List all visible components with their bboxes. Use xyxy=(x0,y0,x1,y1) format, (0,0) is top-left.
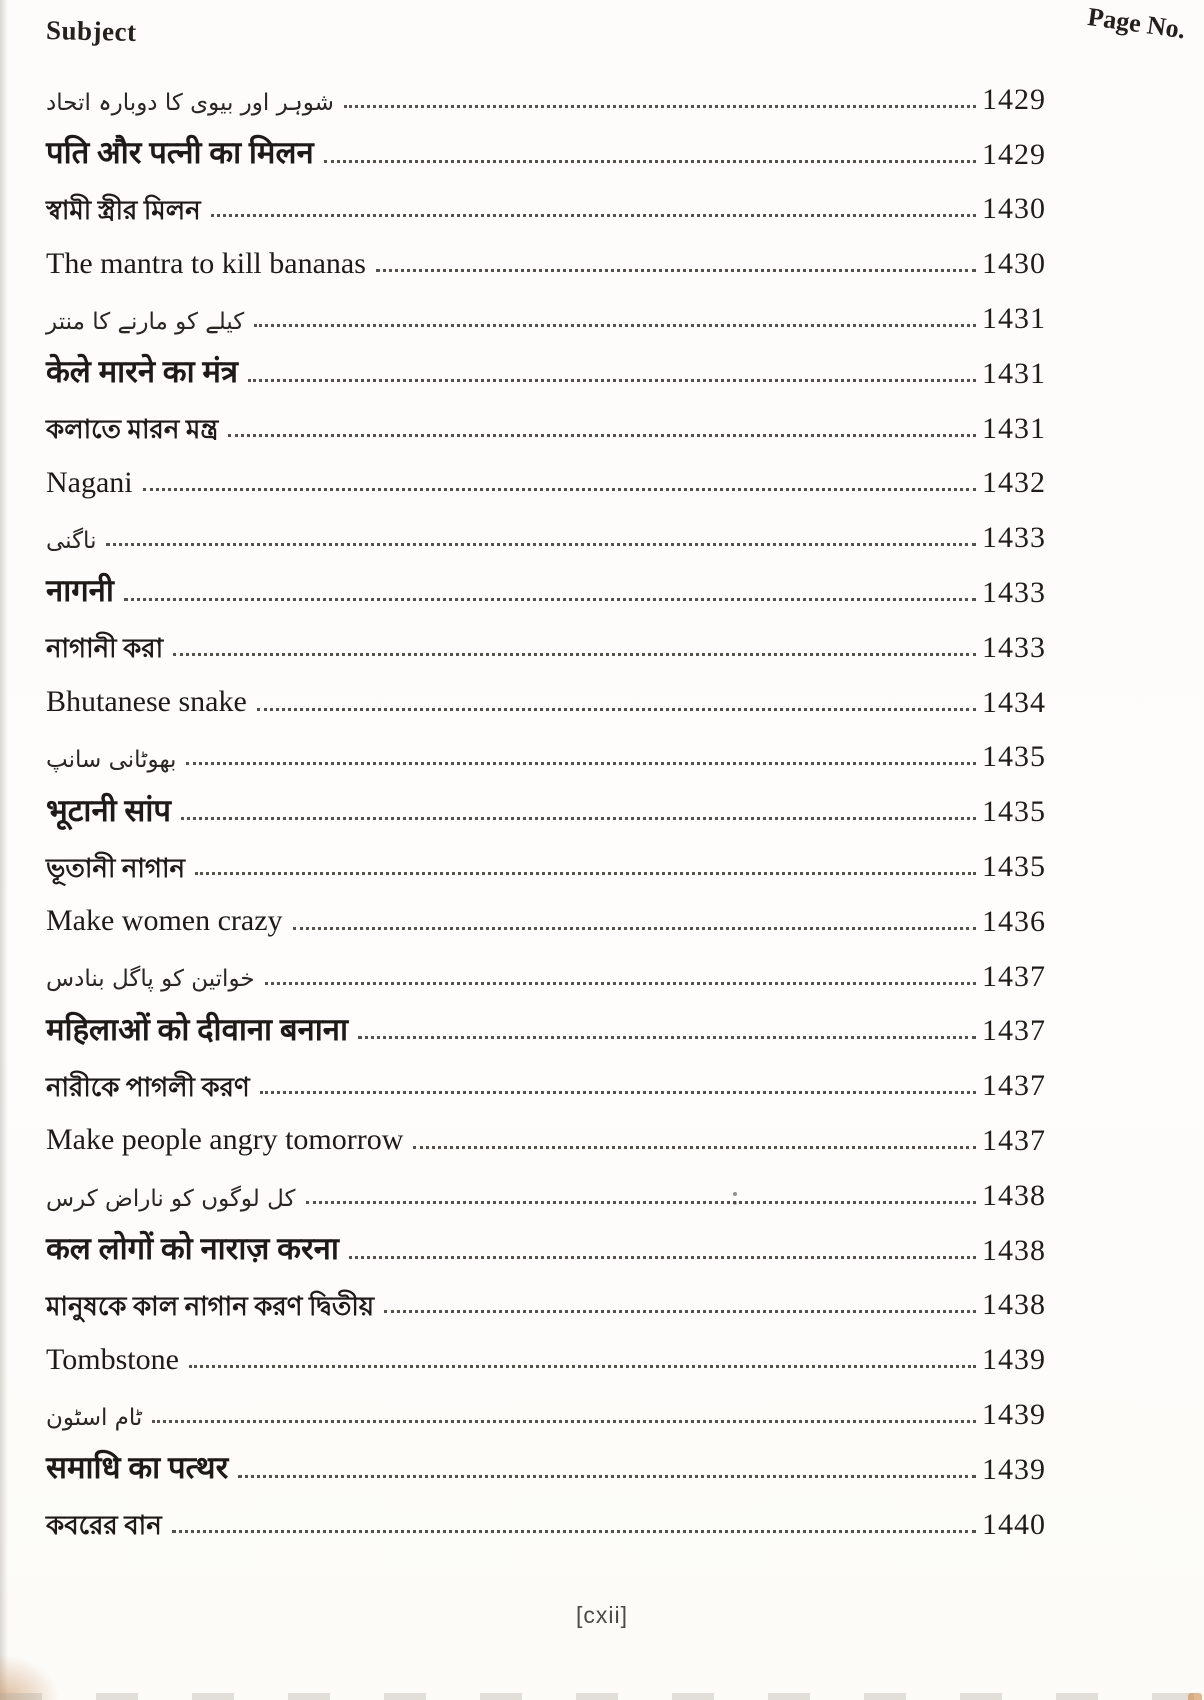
toc-entry-page: 1438 xyxy=(982,1233,1046,1267)
toc-entry-page: 1438 xyxy=(982,1178,1046,1212)
toc-row xyxy=(46,334,1052,389)
dot-leader xyxy=(173,653,976,656)
toc-row xyxy=(46,1320,1052,1375)
subject-column-header: Subject xyxy=(45,15,137,47)
toc-row xyxy=(46,389,1052,444)
toc-entry-title: The mantra to kill bananas xyxy=(46,246,366,280)
toc-entry-page: 1435 xyxy=(982,740,1046,774)
toc-entry-page: 1440 xyxy=(982,1507,1046,1541)
dot-leader xyxy=(228,434,976,437)
toc-entry-page: 1433 xyxy=(982,630,1046,664)
scan-corner-dot-artifact xyxy=(1188,1693,1202,1700)
toc-row xyxy=(46,1485,1052,1540)
scan-bottom-edge-artifact xyxy=(0,1693,1204,1700)
toc-row xyxy=(46,1430,1052,1485)
toc-row xyxy=(46,1046,1052,1101)
toc-entry-title: মানুষকে কাল নাগান করণ দ্বিতীয় xyxy=(46,1292,375,1322)
toc-row xyxy=(46,444,1052,499)
toc-row xyxy=(46,1211,1052,1266)
toc-entry-page: 1434 xyxy=(982,685,1046,719)
toc-entry-title: Tombstone xyxy=(46,1342,179,1376)
toc-entry-title: भूटानी सांप xyxy=(46,792,172,828)
toc-entry-title: महिलाओं को दीवाना बनाना xyxy=(46,1011,349,1047)
toc-entry-title: کیلے کو مارنے کا منتر xyxy=(46,308,245,335)
dot-leader xyxy=(181,817,976,820)
toc-entry-page: 1437 xyxy=(982,1069,1046,1103)
toc-row xyxy=(46,1266,1052,1321)
toc-entry-page: 1431 xyxy=(982,301,1046,335)
page-no-column-header: Page No. xyxy=(1085,2,1188,45)
toc-row xyxy=(46,827,1052,882)
toc-entry-title: Bhutanese snake xyxy=(46,685,247,719)
toc-row xyxy=(46,992,1052,1047)
dot-leader xyxy=(152,1420,976,1423)
toc-row xyxy=(46,60,1052,115)
toc-entry-page: 1436 xyxy=(982,904,1046,938)
toc-entry-page: 1437 xyxy=(982,959,1046,993)
toc-entry-title: ٹام اسٹون xyxy=(46,1404,143,1431)
dot-leader xyxy=(260,1091,976,1094)
dot-leader xyxy=(124,598,976,601)
toc-entry-page: 1437 xyxy=(982,1014,1046,1048)
toc-entry-title: شوہر اور بیوی کا دوبارہ اتحاد xyxy=(46,89,334,116)
toc-entry-title: بھوٹانی سانپ xyxy=(46,747,177,774)
ink-speck-artifact xyxy=(733,1192,737,1196)
dot-leader xyxy=(257,708,976,711)
toc-entry-page: 1435 xyxy=(982,795,1046,829)
toc-row xyxy=(46,772,1052,827)
toc-row xyxy=(46,882,1052,937)
dot-leader xyxy=(358,1036,976,1039)
dot-leader xyxy=(349,1256,976,1259)
dot-leader xyxy=(413,1146,976,1149)
toc-row xyxy=(46,663,1052,718)
toc-entry-page: 1432 xyxy=(982,466,1046,500)
dot-leader xyxy=(189,1365,976,1368)
toc-row xyxy=(46,279,1052,334)
dot-leader xyxy=(306,1201,977,1204)
toc-row xyxy=(46,170,1052,225)
toc-entry-title: নাগানী করা xyxy=(46,634,164,664)
toc-entry-title: समाधि का पत्थर xyxy=(46,1450,229,1486)
dot-leader xyxy=(254,324,976,327)
toc-entry-page: 1430 xyxy=(982,247,1046,281)
toc-entry-title: ভূতানী নাগান xyxy=(46,853,186,883)
scan-left-edge-artifact xyxy=(0,0,8,1700)
toc-entry-title: স্বামী স্ত্রীর মিলন xyxy=(46,196,201,226)
dot-leader xyxy=(344,105,976,108)
toc-entry-title: নারীকে পাগলী করণ xyxy=(46,1072,250,1102)
toc-entry-title: Make women crazy xyxy=(46,904,283,938)
toc-entry-title: केले मारने का मंत्र xyxy=(46,354,239,390)
toc-entry-page: 1431 xyxy=(982,411,1046,445)
toc-entry-page: 1435 xyxy=(982,849,1046,883)
toc-row xyxy=(46,115,1052,170)
toc-entry-page: 1431 xyxy=(982,356,1046,390)
dot-leader xyxy=(143,488,976,491)
toc-row xyxy=(46,224,1052,279)
toc-entry-page: 1439 xyxy=(982,1452,1046,1486)
dot-leader xyxy=(324,160,976,163)
toc-entry-page: 1433 xyxy=(982,521,1046,555)
toc-row xyxy=(46,498,1052,553)
dot-leader xyxy=(248,379,976,382)
toc-entry-title: नागनी xyxy=(46,573,114,609)
toc-row xyxy=(46,608,1052,663)
dot-leader xyxy=(106,543,976,546)
toc-row xyxy=(46,1156,1052,1211)
toc-entry-title: Make people angry tomorrow xyxy=(46,1123,404,1157)
dot-leader xyxy=(211,214,976,217)
toc-entry-title: কলাতে মারন মন্ত্র xyxy=(46,415,219,445)
toc-row xyxy=(46,718,1052,773)
toc-entry-title: خواتین کو پاگل بنادس xyxy=(46,966,255,993)
toc-entry-title: কবরের বান xyxy=(46,1511,162,1541)
toc-entry-page: 1438 xyxy=(982,1288,1046,1322)
dot-leader xyxy=(384,1310,976,1313)
toc-entry-page: 1433 xyxy=(982,575,1046,609)
toc-list xyxy=(46,60,1052,1540)
toc-entry-page: 1429 xyxy=(982,82,1046,116)
toc-entry-page: 1430 xyxy=(982,192,1046,226)
toc-entry-title: कल लोगों को नाराज़ करना xyxy=(46,1230,339,1266)
toc-entry-page: 1439 xyxy=(982,1343,1046,1377)
toc-entry-page: 1429 xyxy=(982,137,1046,171)
toc-entry-page: 1439 xyxy=(982,1397,1046,1431)
dot-leader xyxy=(376,269,976,272)
toc-entry-title: کل لوگوں کو ناراض کرس xyxy=(46,1185,296,1212)
toc-entry-page: 1437 xyxy=(982,1123,1046,1157)
dot-leader xyxy=(293,927,976,930)
dot-leader xyxy=(238,1475,976,1478)
dot-leader xyxy=(186,762,976,765)
toc-entry-title: पति और पत्नी का मिलन xyxy=(46,135,314,171)
toc-row xyxy=(46,553,1052,608)
toc-row xyxy=(46,1375,1052,1430)
toc-entry-title: ناگنی xyxy=(46,528,97,555)
toc-row xyxy=(46,1101,1052,1156)
dot-leader xyxy=(195,872,976,875)
toc-entry-title: Nagani xyxy=(46,465,133,499)
toc-row xyxy=(46,937,1052,992)
dot-leader xyxy=(172,1530,976,1533)
dot-leader xyxy=(265,982,976,985)
page-footer-numeral: [cxii] xyxy=(576,1602,628,1628)
